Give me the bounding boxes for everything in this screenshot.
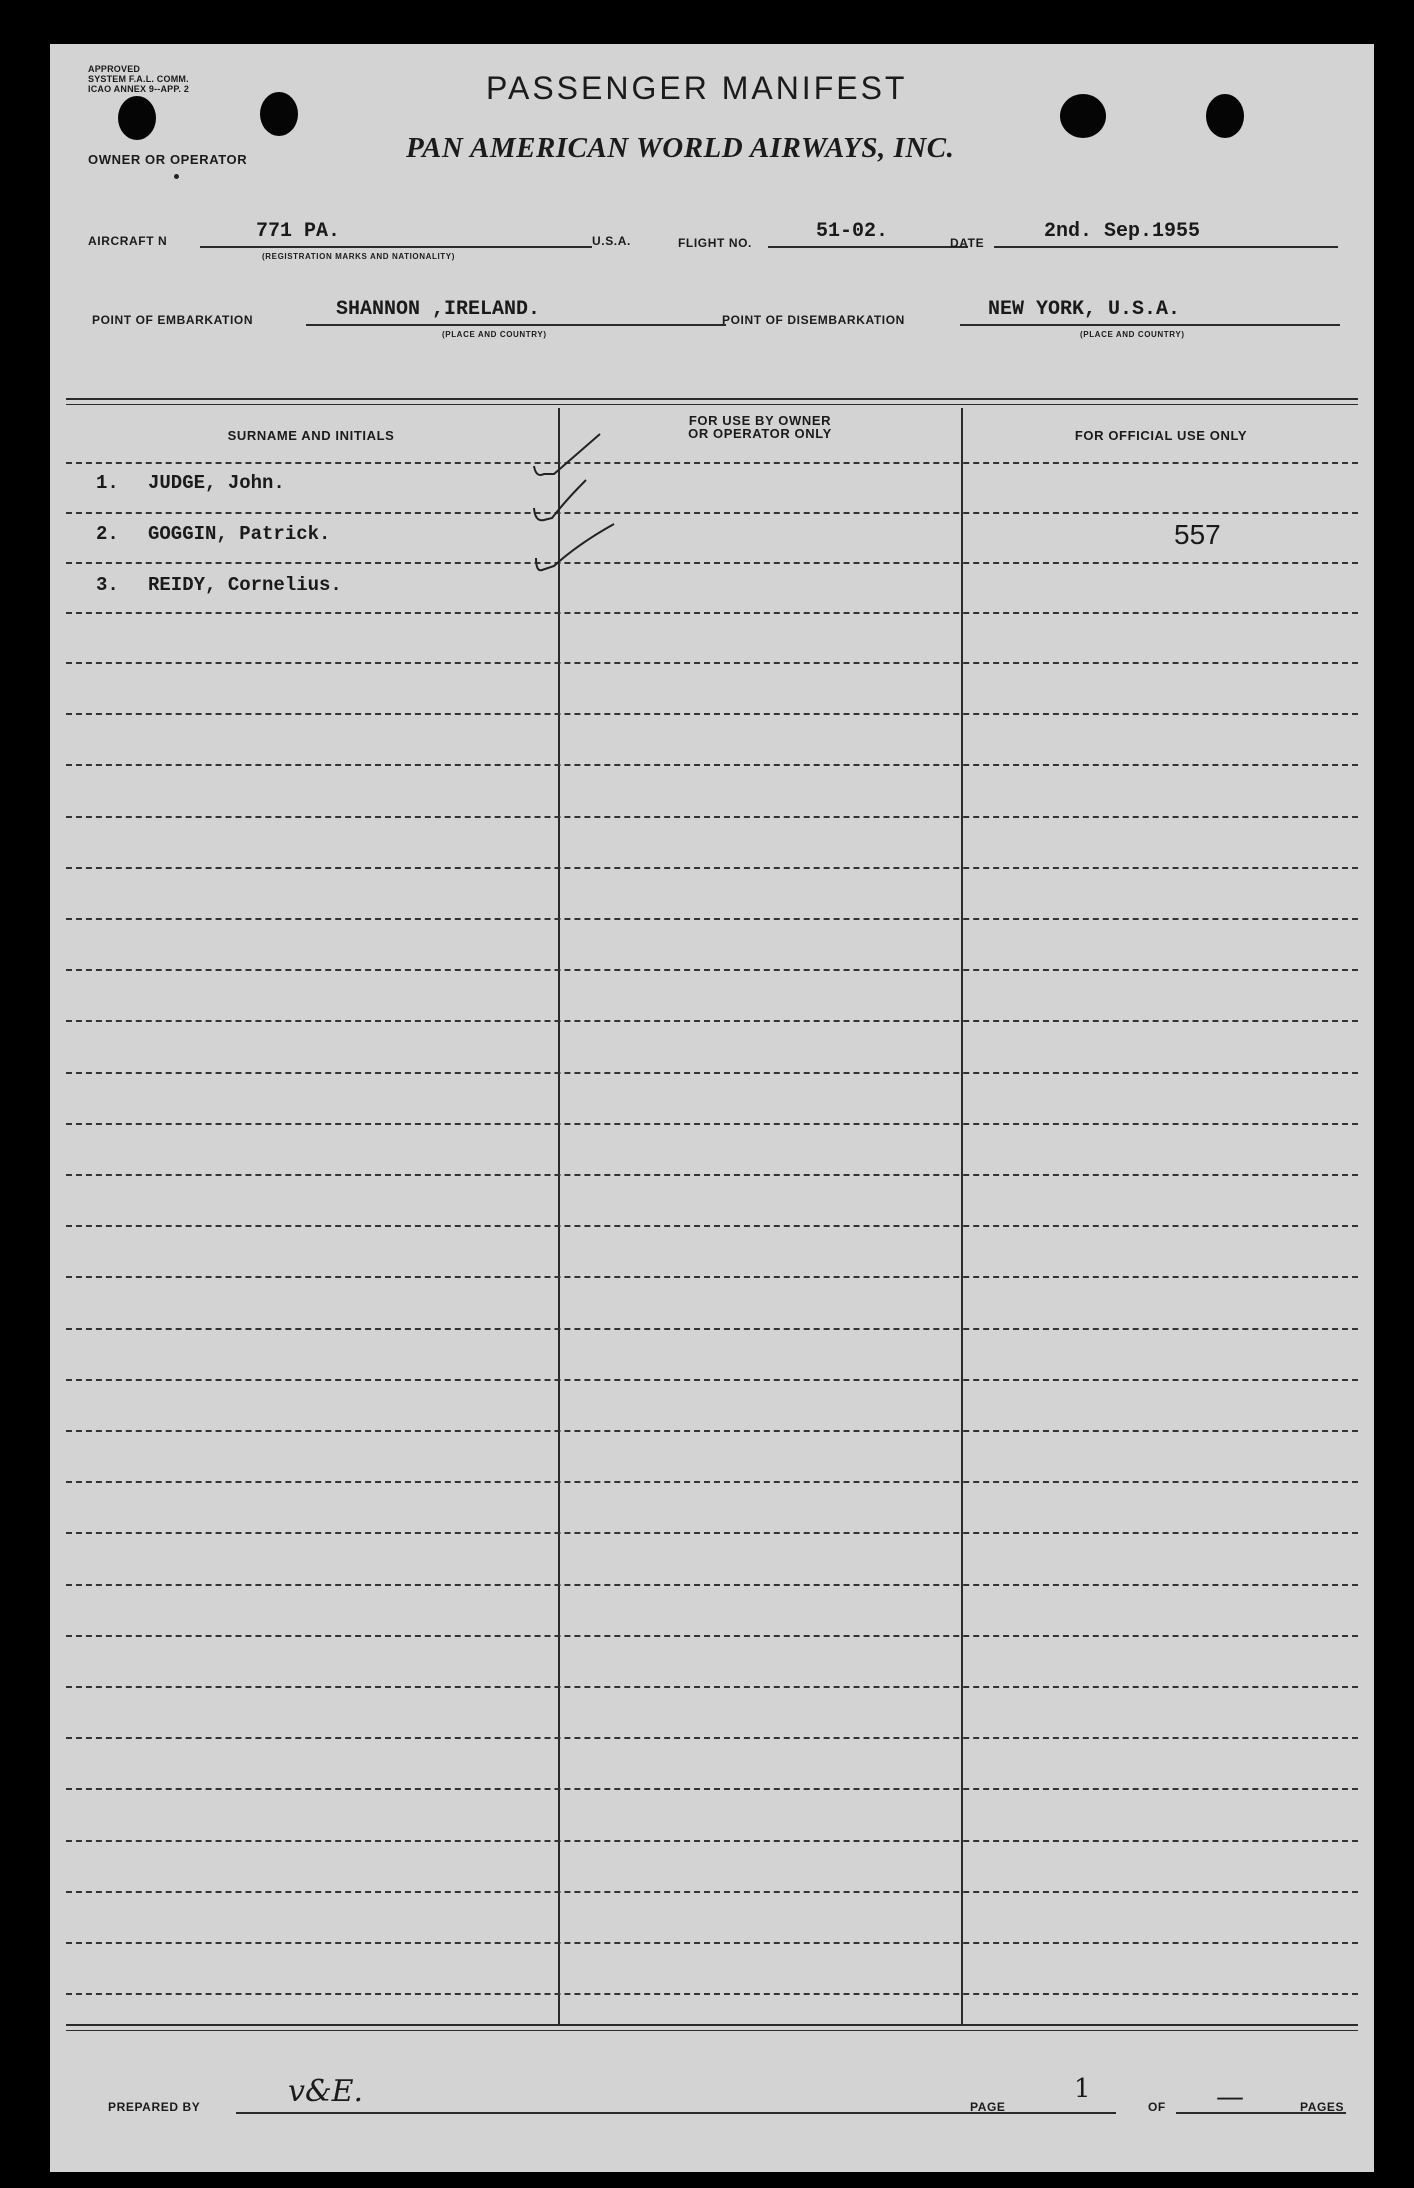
embarkation-label: POINT OF EMBARKATION [92, 313, 254, 327]
row-number: 3. [96, 574, 119, 596]
row-rule [66, 1993, 1358, 1995]
flight-underline [768, 246, 968, 248]
flight-value: 51-02. [816, 220, 889, 243]
disembarkation-caption: (PLACE AND COUNTRY) [1080, 330, 1185, 339]
row-rule [66, 1788, 1358, 1790]
row-rule [66, 1737, 1358, 1739]
company-name: PAN AMERICAN WORLD AIRWAYS, INC. [406, 132, 955, 164]
aircraft-caption: (REGISTRATION MARKS AND NATIONALITY) [262, 252, 455, 261]
row-rule [66, 662, 1358, 664]
row-rule [66, 1276, 1358, 1278]
check-marks [530, 414, 670, 604]
row-rule [66, 1430, 1358, 1432]
check-mark [536, 524, 614, 570]
row-rule [66, 1686, 1358, 1688]
approval-block [88, 64, 189, 94]
row-rule [66, 764, 1358, 766]
col-header-owner-line: FOR USE BY OWNER [688, 413, 832, 428]
col-header-owner-line: OR OPERATOR ONLY [688, 426, 832, 441]
dot-mark [174, 174, 179, 179]
row-rule [66, 867, 1358, 869]
date-label: DATE [950, 236, 985, 250]
pages-label: PAGES [1300, 2100, 1345, 2114]
usa-label: U.S.A. [592, 234, 631, 248]
page-title: PASSENGER MANIFEST [486, 70, 908, 106]
approved-line: SYSTEM F.A.L. COMM. [88, 74, 189, 84]
aircraft-label: AIRCRAFT N [88, 234, 168, 248]
flight-label: FLIGHT NO. [678, 236, 752, 250]
of-label: OF [1148, 2100, 1166, 2114]
manifest-sheet [50, 44, 1374, 2172]
row-number: 1. [96, 472, 119, 494]
table-top-rule [66, 398, 1358, 400]
punch-hole [1060, 94, 1106, 138]
row-rule [66, 1379, 1358, 1381]
passenger-name: JUDGE, John. [148, 472, 285, 494]
aircraft-value: 771 PA. [256, 220, 341, 243]
row-rule [66, 1942, 1358, 1944]
aircraft-underline [200, 246, 592, 248]
col-header-official: FOR OFFICIAL USE ONLY [1074, 428, 1248, 443]
row-rule [66, 713, 1358, 715]
row-rule [66, 562, 1358, 564]
row-rule [66, 816, 1358, 818]
row-rule [66, 1328, 1358, 1330]
col-header-surname: SURNAME AND INITIALS [227, 428, 395, 443]
check-mark [534, 480, 586, 520]
approved-line: ICAO ANNEX 9--APP. 2 [88, 84, 190, 94]
owner-label: OWNER OR OPERATOR [88, 152, 248, 167]
passenger-name: REIDY, Cornelius. [148, 574, 342, 596]
row-rule [66, 462, 1358, 464]
row-rule [66, 1225, 1358, 1227]
row-rule [66, 1635, 1358, 1637]
embarkation-value: SHANNON ,IRELAND. [336, 298, 541, 321]
row-rule [66, 512, 1358, 514]
punch-hole [1206, 94, 1244, 138]
prepared-signature: v&E. [288, 2074, 364, 2109]
row-rule [66, 918, 1358, 920]
row-rule [66, 1123, 1358, 1125]
column-divider-1 [558, 408, 560, 2024]
disembarkation-label: POINT OF DISEMBARKATION [722, 313, 905, 327]
date-underline [994, 246, 1338, 248]
row-rule [66, 1020, 1358, 1022]
page-label: PAGE [970, 2100, 1006, 2114]
page-value: 1 [1074, 2074, 1091, 2104]
embarkation-caption: (PLACE AND COUNTRY) [442, 330, 547, 339]
row-rule [66, 1072, 1358, 1074]
row-rule [66, 1891, 1358, 1893]
date-value: 2nd. Sep.1955 [1044, 220, 1201, 243]
disembarkation-value: NEW YORK, U.S.A. [988, 298, 1181, 321]
table-bottom-rule [66, 2024, 1358, 2026]
table-bottom-rule-inner [66, 2030, 1358, 2031]
table-top-rule-inner [66, 404, 1358, 405]
row-rule [66, 1174, 1358, 1176]
row-number: 2. [96, 523, 119, 545]
page-underline [1016, 2112, 1116, 2114]
row-rule [66, 1584, 1358, 1586]
embarkation-underline [306, 324, 726, 326]
row-rule [66, 612, 1358, 614]
official-note: 557 [1174, 519, 1221, 550]
row-rule [66, 1481, 1358, 1483]
passenger-name: GOGGIN, Patrick. [148, 523, 331, 545]
disembarkation-underline [960, 324, 1340, 326]
approved-line: APPROVED [88, 64, 141, 74]
prepared-label: PREPARED BY [108, 2100, 201, 2114]
punch-hole [118, 96, 156, 140]
of-value: — [1216, 2080, 1244, 2113]
check-mark [534, 434, 600, 475]
row-rule [66, 1532, 1358, 1534]
column-divider-2 [961, 408, 963, 2024]
punch-hole [260, 92, 298, 136]
row-rule [66, 969, 1358, 971]
row-rule [66, 1840, 1358, 1842]
prepared-underline [236, 2112, 1016, 2114]
